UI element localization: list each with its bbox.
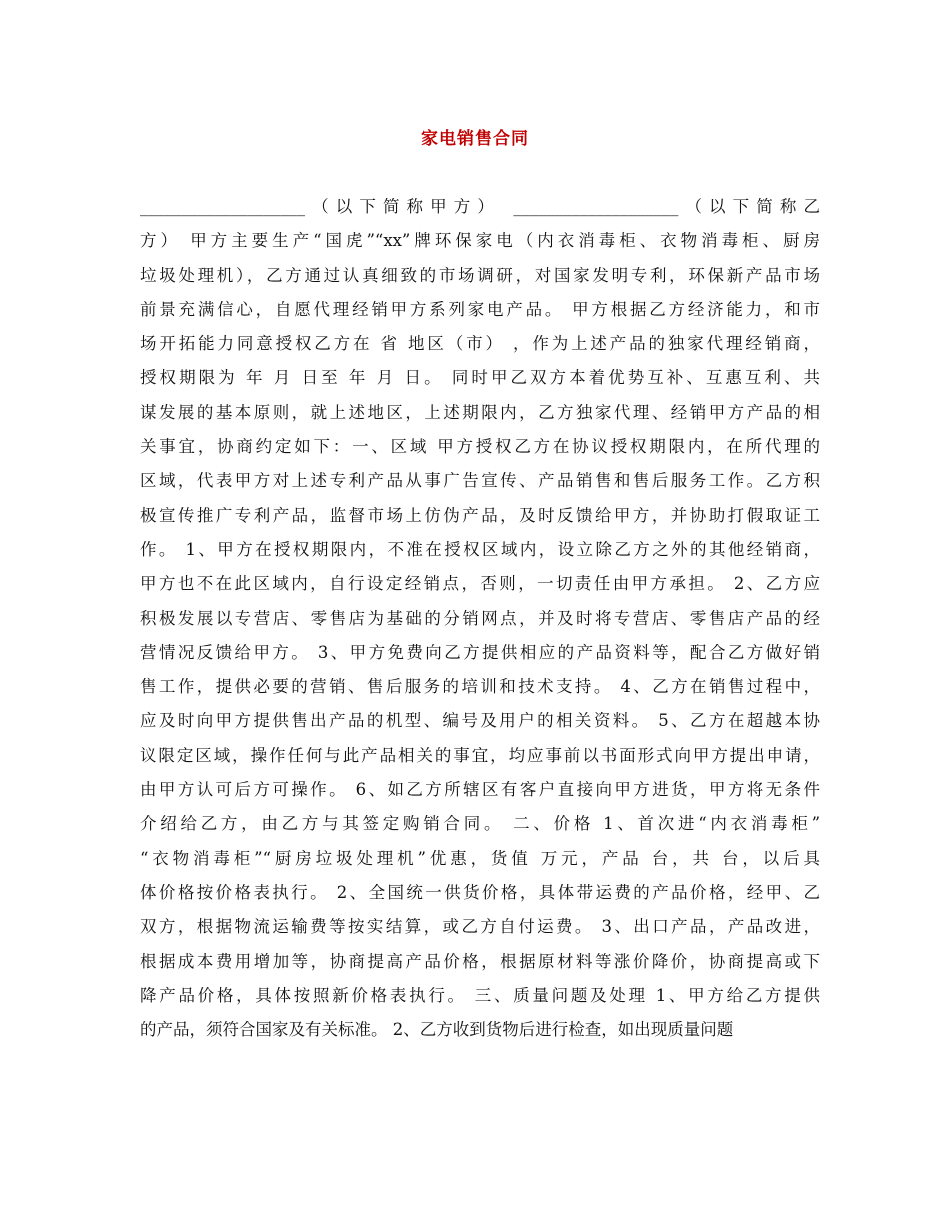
body-line: 议限定区域，操作任何与此产品相关的事宜，均应事前以书面形式向甲方提出申请， — [140, 745, 820, 765]
body-line: 积极发展以专营店、零售店为基础的分销网点，并及时将专营店、零售店产品的经 — [140, 608, 820, 628]
body-line: “衣物消毒柜”“厨房垃圾处理机”优惠，货值 万元，产品 台，共 台，以后具 — [140, 848, 820, 868]
body-line: 售工作，提供必要的营销、售后服务的培训和技术支持。 4、乙方在销售过程中， — [140, 677, 820, 697]
body-line: 的产品，须符合国家及有关标准。 2、乙方收到货物后进行检查，如出现质量问题 — [140, 1020, 734, 1040]
body-line: 甲方也不在此区域内，自行设定经销点，否则，一切责任由甲方承担。 2、乙方应 — [140, 574, 820, 594]
body-line: 场开拓能力同意授权乙方在 省 地区（市） ，作为上述产品的独家代理经销商， — [140, 334, 820, 354]
body-line: 谋发展的基本原则，就上述地区，上述期限内，乙方独家代理、经销甲方产品的相 — [140, 402, 820, 422]
document-title: 家电销售合同 — [421, 129, 529, 149]
body-line: 双方，根据物流运输费等按实结算，或乙方自付运费。 3、出口产品，产品改进， — [140, 917, 820, 937]
body-line: 方） 甲方主要生产“国虎”“xx”牌环保家电（内衣消毒柜、衣物消毒柜、厨房 — [140, 231, 820, 251]
body-line: 体价格按价格表执行。 2、全国统一供货价格，具体带运费的产品价格，经甲、乙 — [140, 882, 820, 902]
body-line: ____________________（以下简称甲方） ____________________（以下简称乙 — [140, 197, 820, 216]
body-line: 应及时向甲方提供售出产品的机型、编号及用户的相关资料。 5、乙方在超越本协 — [140, 711, 820, 731]
body-line: 授权期限为 年 月 日至 年 月 日。 同时甲乙双方本着优势互补、互惠互利、共 — [140, 368, 820, 388]
document-body — [140, 190, 820, 1047]
body-line: 根据成本费用增加等，协商提高产品价格，根据原材料等涨价降价，协商提高或下 — [140, 951, 820, 971]
body-line: 关事宜，协商约定如下：一、区域 甲方授权乙方在协议授权期限内，在所代理的 — [140, 437, 820, 457]
body-line: 区域，代表甲方对上述专利产品从事广告宣传、产品销售和售后服务工作。乙方积 — [140, 471, 820, 491]
body-line: 前景充满信心，自愿代理经销甲方系列家电产品。 甲方根据乙方经济能力，和市 — [140, 299, 820, 319]
body-line: 作。 1、甲方在授权期限内，不准在授权区域内，设立除乙方之外的其他经销商， — [140, 539, 820, 559]
body-line: 由甲方认可后方可操作。 6、如乙方所辖区有客户直接向甲方进货，甲方将无条件 — [140, 780, 820, 800]
body-line: 营情况反馈给甲方。 3、甲方免费向乙方提供相应的产品资料等，配合乙方做好销 — [140, 642, 820, 662]
body-line: 垃圾处理机），乙方通过认真细致的市场调研，对国家发明专利，环保新产品市场 — [140, 265, 820, 285]
body-line: 极宣传推广专利产品，监督市场上仿伪产品，及时反馈给甲方，并协助打假取证工 — [140, 505, 820, 525]
body-line: 介绍给乙方，由乙方与其签定购销合同。 二、价格 1、首次进“内衣消毒柜” — [140, 814, 820, 834]
body-line: 降产品价格，具体按照新价格表执行。 三、质量问题及处理 1、甲方给乙方提供 — [140, 985, 820, 1005]
